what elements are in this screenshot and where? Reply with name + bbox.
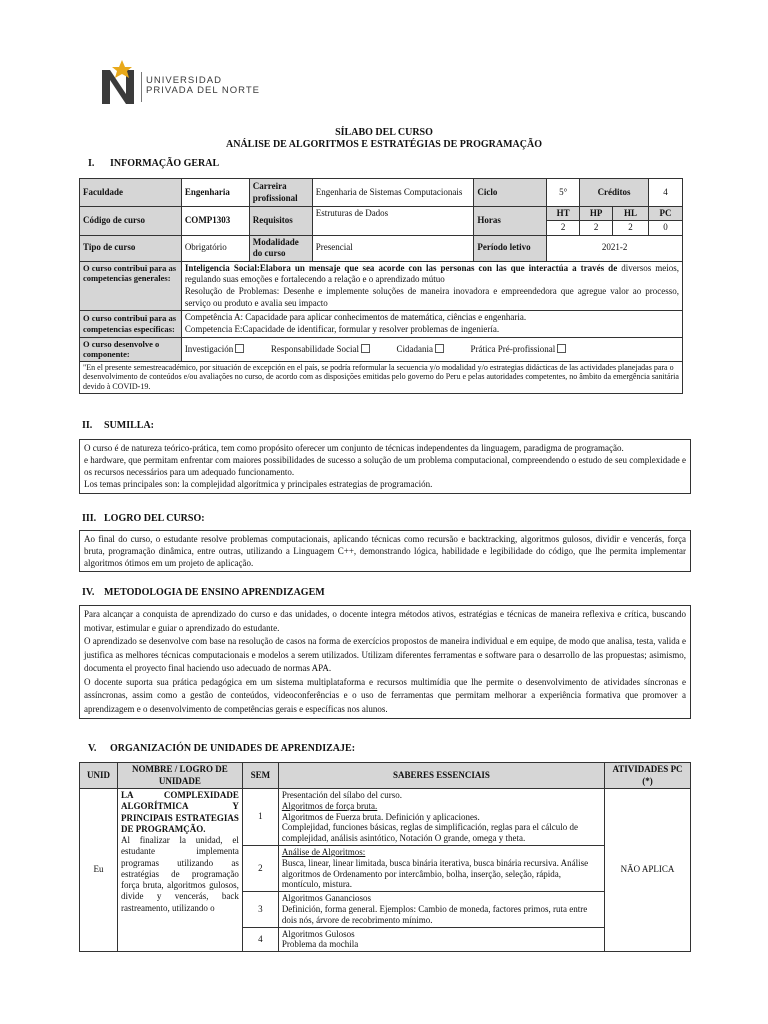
ciclo-label: Ciclo: [474, 179, 547, 207]
saberes-cell: [278, 845, 604, 891]
logo-line2: PRIVADA DEL NORTE: [146, 84, 260, 96]
metodologia-box: [79, 605, 691, 719]
sem-cell: 3: [242, 892, 278, 927]
requisitos-label: Requisitos: [249, 207, 312, 236]
section-number: V.: [88, 743, 97, 754]
section-label: LOGRO DEL CURSO:: [104, 513, 205, 524]
metodologia-paragraph: O aprendizado se desenvolve com base na resolução de casos na forma de exercícios propostos de maneira individual e em equipe, de modo que analisa, testa, valida e justifica as melhores técnicas computacionais e modelos a serem utilizados. Utilizam diferentes ferramentas e software para o desarrollo de las propuestas; asimismo, documenta el proyecto final haciendo uso adecuado de normas APA.: [84, 636, 686, 673]
section-label: SUMILLA:: [104, 420, 155, 431]
excecao-note: "En el presente semestreacadémico, por situación de excepción en el país, se podría reformular la secuencia y/o modalidad y/o estrategias didácticas de las actividades planejadas para o desenvolvimento de conteúdos e/ou avaliações no curso, de acordo com as disposições emitidas pelo governo do Peru e pelas autoridades competentes, no âmbito da emergência sanitária devido à COVID-19.: [80, 361, 683, 393]
comp-esp-cell: [181, 311, 682, 337]
option-pratica: Prática Pré-profissional: [470, 343, 556, 354]
pratica-checkbox[interactable]: [557, 344, 566, 353]
saber-line: Presentación del sílabo del curso.: [281, 790, 403, 800]
ht-value: 2: [547, 221, 580, 235]
metodologia-paragraph: Para alcançar a conquista de aprendizado do curso e das unidades, o docente integra métodos ativos, estratégias e técnicas de maneira reflexiva e crítica, buscando motivar, estimular e guiar o aprendizado do estudante.: [84, 609, 686, 633]
logro-paragraph: Ao final do curso, o estudante resolve problemas computacionais, aplicando técnicas como recursão e backtracking, algoritmos gulosos, dividir e vencerás, força bruta, programação dinâmica, entre outras, utilizando a Linguagem C++, demonstrando lógica, habilidade e legibilidade do código, que lhe permita implementar algoritmos ótimos em um projeto de aplicação.: [84, 534, 686, 569]
periodo-label: Período letivo: [474, 235, 547, 261]
unit-logro: Al finalizar la unidad, el estudante implementa programas utilizando as estratégias de programação força bruta, algoritmos gulosos, divide y vencerás, back rastreamento, utilizando o: [120, 835, 239, 913]
saber-line: Complejidad, funciones básicas, reglas de simplificación, reglas para el cálculo de complejidad, análisis asintótico, Notación O grande, omega y theta.: [281, 822, 578, 844]
periodo-value: 2021-2: [547, 235, 683, 261]
section-label: ORGANIZACIÓN DE UNIDADES DE APRENDIZAJE:: [110, 743, 356, 754]
saberes-cell: [278, 789, 604, 846]
metodologia-paragraph: O docente suporta sua prática pedagógica em um sistema multiplataforma e recursos multimídia que lhe permite o desenvolvimento de atividades síncronas e assíncronas, assim como a gestão de conteúdos, videoconferências e o uso de ferramentas que permitam melhorar a experiência formativa que promover a aprendizagem e o desenvolvimento de competências gerais e específicas nos alunos.: [84, 676, 686, 714]
header-unid: UNID: [80, 763, 118, 789]
saber-line: Algoritmos Gananciosos: [281, 893, 372, 904]
section-heading-3: [82, 513, 205, 526]
university-logo: [100, 58, 270, 106]
hp-value: 2: [580, 221, 613, 235]
sem-cell: 4: [242, 927, 278, 952]
comp-esp-2: Competencia E:Capacidade de identificar, formular y resolver problemas de ingeniería.: [184, 323, 500, 334]
section-number: II.: [82, 420, 93, 431]
option-investigacion: Investigación: [184, 343, 234, 354]
modalidade-label: Modalidade do curso: [249, 235, 312, 261]
modalidade-value: Presencial: [312, 235, 474, 261]
logo-line1: UNIVERSIDAD: [146, 75, 222, 86]
section-label: INFORMAÇÃO GERAL: [110, 158, 220, 169]
requisitos-value: Estruturas de Dados: [312, 207, 474, 236]
option-cidadania: Cidadania: [396, 343, 434, 354]
ht-label: HT: [547, 207, 580, 221]
logro-box: [79, 530, 691, 572]
saber-line: Análise de Algoritmos:: [281, 846, 366, 857]
faculdade-value: Engenharia: [181, 179, 249, 207]
header-nombre: NOMBRE / LOGRO DE UNIDADE: [117, 763, 242, 789]
componente-options: [181, 337, 682, 361]
comp-esp-1: Competência A: Capacidade para aplicar conhecimentos de matemática, ciências e engenharia.: [184, 312, 527, 323]
saberes-cell: [278, 927, 604, 952]
logo-text: [146, 76, 260, 96]
hl-label: HL: [613, 207, 649, 221]
pc-label: PC: [649, 207, 683, 221]
codigo-label: Código de curso: [80, 207, 182, 236]
hl-value: 2: [613, 221, 649, 235]
comp-gerais-rest: diversos meios, regulando suas emoções e fortalecendo a relação e o aprendizado mútuo: [184, 262, 679, 285]
comp-gerais-2: Resolução de Problemas: Desenhe e implemente soluções de maneira inovadora e empreendedora que agregue valor ao processo, serviço ou produto e avalia seu impacto: [184, 285, 679, 308]
comp-gerais-label: O curso contribui para as competencias generales:: [80, 261, 182, 311]
codigo-value: COMP1303: [181, 207, 249, 236]
sumilla-paragraph: O curso é de natureza teórico-prática, tem como propósito oferecer um conjunto de técnicas independentes da linguagem, paradigma de programação.: [84, 443, 624, 453]
section-number: III.: [82, 513, 97, 524]
section-heading-2: [82, 420, 154, 433]
carreira-value: Engenharia de Sistemas Computacionais: [312, 179, 474, 207]
comp-gerais-bold: Inteligencia Social:Elabora un mensaje que sea acorde con las personas con las que interactúa a través de: [184, 262, 618, 273]
header-atividades: ATIVIDADES PC (*): [605, 763, 691, 789]
sem-cell: 1: [242, 789, 278, 846]
carreira-label: Carreira profissional: [249, 179, 312, 207]
section-heading-5: [88, 743, 355, 756]
section-label: METODOLOGIA DE ENSINO APRENDIZAGEM: [104, 587, 325, 598]
tipo-value: Obrigatório: [181, 235, 249, 261]
units-table: [79, 762, 691, 952]
saber-line: Algoritmos Gulosos: [281, 928, 355, 939]
saberes-cell: [278, 892, 604, 927]
pc-value: 0: [649, 221, 683, 235]
sumilla-box: [79, 439, 691, 494]
ciclo-value: 5°: [547, 179, 580, 207]
horas-label: Horas: [474, 207, 547, 236]
logo-divider: [141, 72, 142, 102]
saber-line: Problema da mochila: [281, 939, 359, 950]
option-responsabilidade: Responsabilidade Social: [270, 343, 360, 354]
header-sem: SEM: [242, 763, 278, 789]
cidadania-checkbox[interactable]: [435, 344, 444, 353]
atividades-cell: NÃO APLICA: [605, 789, 691, 952]
section-number: I.: [88, 158, 95, 169]
unit-title: LA COMPLEXIDADE ALGORÍTMICA Y PRINCIPAIS ESTRATEGIAS DE PROGRAMÇÃO.: [120, 790, 239, 834]
saber-line: Algoritmos de Fuerza bruta. Definición y aplicaciones.: [281, 811, 480, 822]
saber-line: Busca, linear, linear limitada, busca binária iterativa, busca binária recursiva. Análise algoritmos de Ordenamento por intercâmbio, bolha, inserção, seleção, rápida, montículo, mistura.: [281, 857, 589, 890]
investigacion-checkbox[interactable]: [235, 344, 244, 353]
creditos-label: Créditos: [580, 179, 649, 207]
creditos-value: 4: [649, 179, 683, 207]
comp-esp-label: O curso contribui para as competencias específicas:: [80, 311, 182, 337]
hp-label: HP: [580, 207, 613, 221]
section-heading-4: [82, 587, 325, 600]
sem-cell: 2: [242, 845, 278, 891]
responsabilidade-checkbox[interactable]: [361, 344, 370, 353]
section-heading-1: [88, 158, 219, 171]
general-info-table: [79, 178, 683, 394]
unit-id: Eu: [80, 789, 118, 952]
logo-mark-icon: [100, 58, 142, 106]
sumilla-paragraph: e hardware, que permitam enfrentar com maiores possibilidades de sucesso a solução de um problema computacional, compreendendo o estudo de seu complexidade e os recursos necessários para um adequado funcionamento.: [84, 455, 686, 478]
componente-label: O curso desenvolve o componente:: [80, 337, 182, 361]
faculdade-label: Faculdade: [80, 179, 182, 207]
comp-gerais-cell: [181, 261, 682, 311]
header-saberes: SABERES ESSENCIAIS: [278, 763, 604, 789]
unit-description: [117, 789, 242, 952]
sumilla-paragraph: Los temas principales son: la complejidad algorítmica y principales estrategias de programación.: [84, 479, 433, 490]
section-number: IV.: [82, 587, 95, 598]
saber-line: Algoritmos de força bruta.: [281, 800, 378, 811]
course-title: ANÁLISE DE ALGORITMOS E ESTRATÉGIAS DE PROGRAMAÇÃO: [226, 139, 542, 150]
tipo-label: Tipo de curso: [80, 235, 182, 261]
document-title: SÍLABO DEL CURSO: [335, 127, 433, 138]
saber-line: Definición, forma general. Ejemplos: Cambio de moneda, factores primos, ruta entre dois nós, árvore de recobrimento mínimo.: [281, 903, 588, 925]
